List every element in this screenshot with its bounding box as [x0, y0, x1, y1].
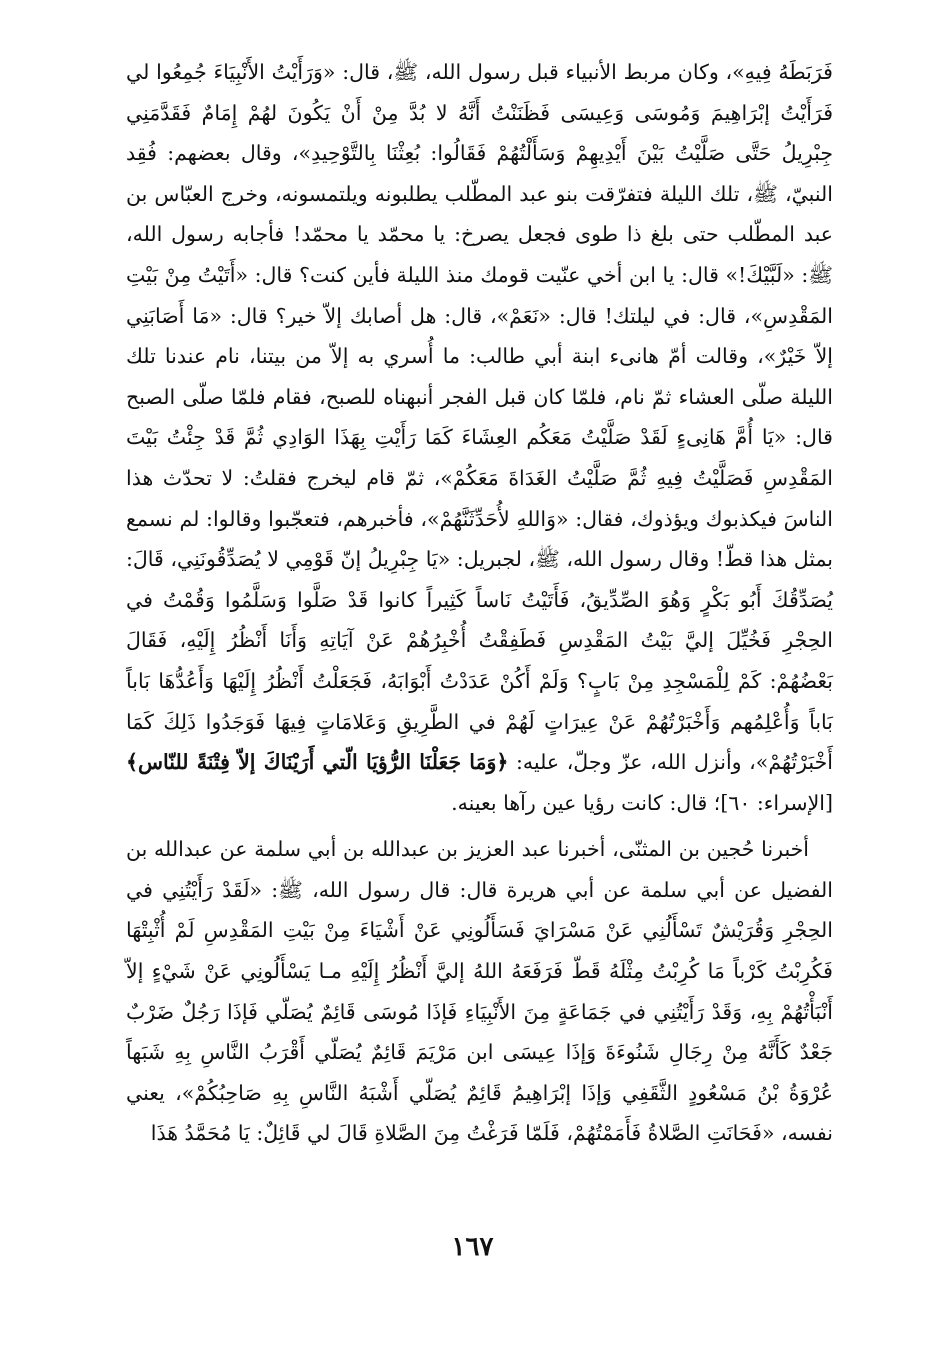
page-number: ١٦٧	[451, 1232, 494, 1262]
main-text-block	[126, 52, 833, 1154]
text-segment: أخبرنا حُجين بن المثنّى، أخبرنا عبد العزيز بن عبدالله بن أبي سلمة عن عبدالله بن الفضيل عن أبي سلمة عن أبي هريرة قال: قال رسول الله، ﷺ: «لَقَدْ رَأَيْتُنِي في الحِجْرِ وَقُرَيْشٌ تَسْأَلُنِي عَنْ مَسْرَايَ فَسَأَلُونِي عَنْ أَشْيَاءَ مِنْ بَيْتِ المَقْدِسِ لَمْ أُثْبِتْهَا فَكُرِبْتُ كَرْباً مَا كُرِبْتُ مِثْلَهُ قَطّ فَرَفَعَهُ اللهُ إليَّ أَنْظُرُ إِلَيْهِ مـا يَسْأَلُونِي عَنْ شَيْءٍ إلاّ أَنْبَأْتُهُمْ بِهِ، وَقَدْ رَأَيْتُنِي في جَمَاعَةٍ مِنَ الأَنْبِيَاءِ فَإذَا مُوسَى قَائِمٌ يُصَلّي فَإذَا رَجُلٌ ضَرْبٌ جَعْدٌ كَأَنَّهُ مِنْ رِجَالِ شَنُوءَةَ وَإذَا عِيسَى ابن مَرْيَمَ قَائِمٌ يُصَلّي أَقْرَبُ النَّاسِ بِهِ شَبَهاً عُرْوَةُ بْنُ مَسْعُودٍ الثَّقَفِي وَإذَا إبْرَاهِيمُ قَائِمٌ يُصَلّي أَشْبَهُ النَّاسِ بِهِ صَاحِبُكُمْ»، يعني نفسه، «فَحَانَتِ الصَّلاةُ فَأَمَمْتُهُمْ، فَلَمّا فَرَغْتُ مِنَ الصَّلاةِ قَالَ لي قَائِلٌ: يَا مُحَمَّدُ هَذَا	[126, 837, 833, 1146]
paragraph-hadith-1	[126, 52, 833, 823]
text-segment: فَرَبَطَهُ فِيهِ»، وكان مربط الأنبياء قبل رسول الله، ﷺ، قال: «وَرَأَيْتُ الأَنْبِيَاءَ جُمِعُوا لي فَرَأَيْتُ إبْرَاهِيمَ وَمُوسَى وَعِيسَى فَظَنَنْتُ أَنَّهُ لا بُدَّ مِنْ أَنْ يَكُونَ لهُمْ إِمَامٌ فَقَدَّمَنِي جِبْرِيلُ حَتَّى صَلَّيْتُ بَيْنَ أَيْدِيهِمْ وَسَأَلْتُهُمْ فَقَالُوا: بُعِثْنَا بِالتَّوْحِيدِ»، وقال بعضهم: فُقِد النبيّ، ﷺ، تلك الليلة فتفرّقت بنو عبد المطّلب يطلبونه ويلتمسونه، وخرج العبّاس بن عبد المطّلب حتى بلغ ذا طوى فجعل يصرخ: يا محمّد يا محمّد! فأجابه رسول الله، ﷺ: «لَبَّيْكَ!» قال: يا ابن أخي عنّيت قومك منذ الليلة فأين كنت؟ قال: «أَتَيْتُ مِنْ بَيْتِ المَقْدِسِ»، قال: في ليلتك! قال: «نَعَمْ»، قال: هل أصابك إلاّ خير؟ قال: «مَا أَصَابَنِي إلاّ خَيْرٌ»، وقالت أمّ هانىء ابنة أبي طالب: ما أُسري به إلاّ من بيتنا، نام عندنا تلك الليلة صلّى العشاء ثمّ نام، فلمّا كان قبل الفجر أنبهناه للصبح، فقام فلمّا صلّى الصبح قال: «يَا أُمَّ هَانِىءٍ لَقَدْ صَلَّيْتُ مَعَكُم العِشَاءَ كَمَا رَأَيْتِ بِهَذَا الوَادِي ثُمَّ قَدْ جِئْتُ بَيْتَ المَقْدِسِ فَصَلَّيْتُ فِيهِ ثُمَّ صَلَّيْتُ الغَدَاةَ مَعَكُمْ»، ثمّ قام ليخرج فقلتُ: لا تحدّث هذا الناسَ فيكذبوك ويؤذوك، فقال: «وَاللهِ لأُحَدِّثَنَّهُمْ»، فأخبرهم، فتعجّبوا وقالوا: لم نسمع بمثل هذا قطّ! وقال رسول الله، ﷺ، لجبريل: «يَا جِبْرِيلُ إنّ قَوْمِي لا يُصَدِّقُونَنِي، قَالَ: يُصَدِّقُكَ أَبُو بَكْرٍ وَهُوَ الصِّدِّيقُ، فَأَتَيْتُ نَاساً كَثِيراً كانوا قَدْ صَلَّوا وَسَلَّمُوا وَقُمْتُ في الحِجْرِ فَخُيِّلَ إليَّ بَيْتُ المَقْدِسِ فَطَفِقْتُ أُخْبِرُهُمْ عَنْ آيَاتِهِ وَأَنَا أَنْظُرُ إِلَيْهِ، فَقَالَ بَعْضُهُمْ: كَمْ لِلْمَسْجِدِ مِنْ بَابٍ؟ وَلَمْ أَكُنْ عَدَدْتُ أَبْوَابَهُ، فَجَعَلْتُ أَنْظُرُ إِلَيْهَا وَأَعُدُّهَا بَاباً بَاباً وَأُعْلِمُهم وَأَخْبَرْتُهُمْ عَنْ عِيرَاتٍ لَهُمْ في الطَّرِيقِ وَعَلامَاتٍ فِيهَا فَوَجَدُوا ذَلِكَ كَمَا أَخْبَرْتُهُمْ»، وأنزل الله، عزّ وجلّ، عليه:	[126, 60, 833, 775]
paragraph-hadith-2	[126, 829, 833, 1154]
quran-verse: ﴿وَمَا جَعَلْنَا الرُّؤيَا الّتي أَرَيْنَاكَ إلاّ فِتْنَةً للنّاس﴾	[126, 750, 509, 775]
text-segment: [الإسراء: ٦٠]؛ قال: كانت رؤيا عين رآها بعينه.	[451, 790, 833, 815]
